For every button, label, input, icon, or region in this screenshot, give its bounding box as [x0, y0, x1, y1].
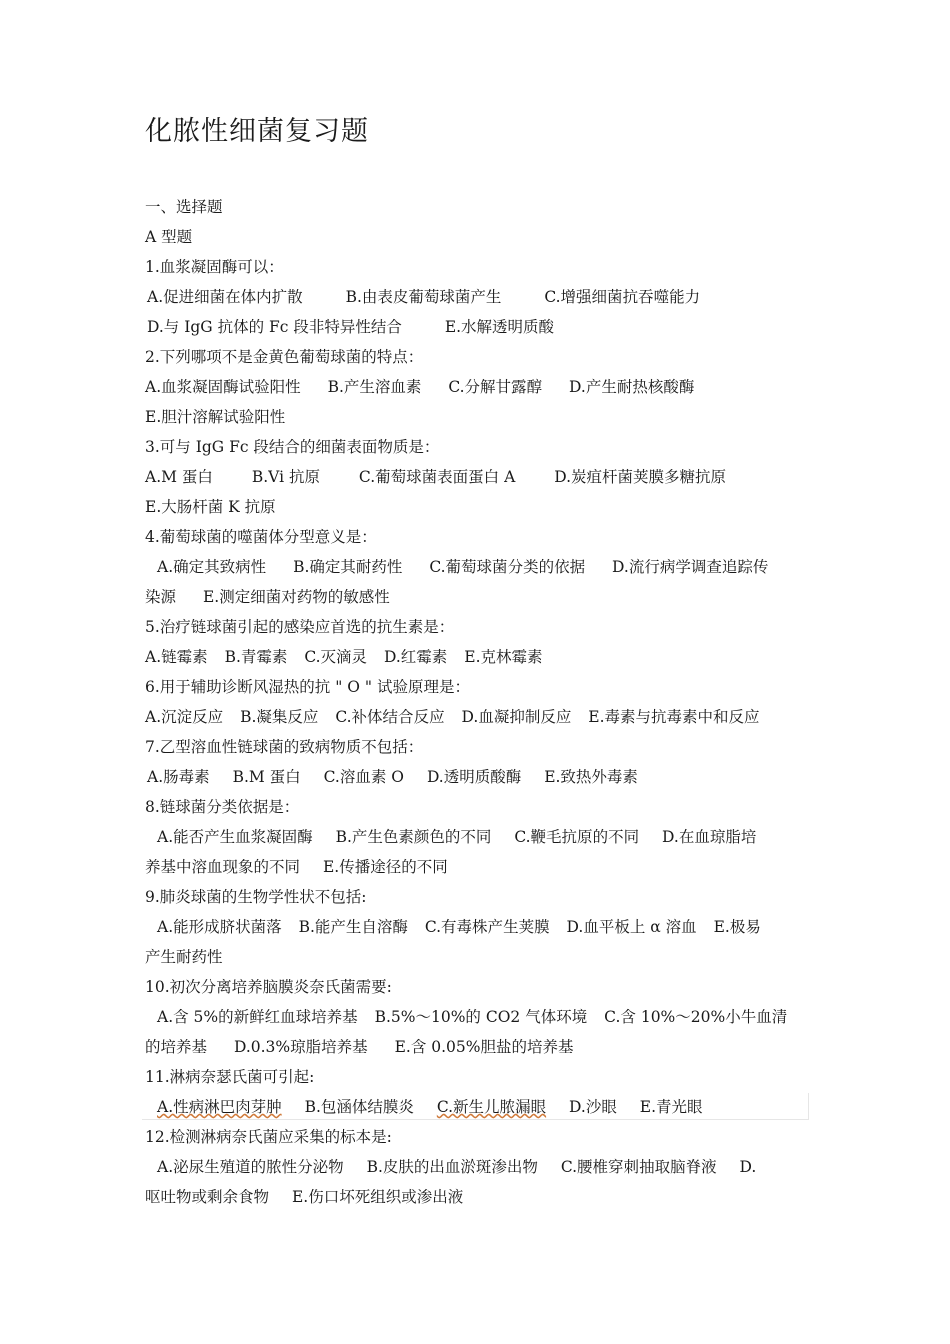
- option: D.血凝抑制反应: [461, 708, 572, 726]
- options-line: [145, 762, 825, 792]
- option: D.血平板上 α 溶血: [566, 918, 697, 936]
- option: A.性病淋巴肉芽肿: [157, 1098, 282, 1116]
- option: A.能否产生血浆凝固酶: [157, 828, 313, 846]
- question-stem: 1.血浆凝固酶可以：: [145, 258, 284, 276]
- option: C.含 10%～20%小牛血清: [604, 1008, 788, 1026]
- question-stem: 11.淋病奈瑟氏菌可引起:: [145, 1068, 315, 1086]
- option: E.传播途径的不同: [322, 858, 448, 876]
- option: C.增强细菌抗吞噬能力: [544, 288, 701, 306]
- option: C.补体结合反应: [335, 708, 445, 726]
- question-stem: 4.葡萄球菌的噬菌体分型意义是：: [145, 528, 377, 546]
- options-line: [145, 372, 825, 402]
- option: A.促进细菌在体内扩散: [147, 288, 303, 306]
- question-stem: 6.用于辅助诊断风湿热的抗 " O " 试验原理是：: [145, 678, 470, 696]
- question-stem: 9.肺炎球菌的生物学性状不包括:: [145, 888, 367, 906]
- question-stem: 2.下列哪项不是金黄色葡萄球菌的特点：: [145, 348, 424, 366]
- option: C.分解甘露醇: [448, 378, 543, 396]
- option: 染源: [145, 588, 177, 606]
- option: B.确定其耐药性: [293, 558, 403, 576]
- option: 呕吐物或剩余食物: [145, 1188, 270, 1206]
- option: A.链霉素: [145, 648, 208, 666]
- option: E.胆汁溶解试验阳性: [145, 408, 286, 426]
- option: C.新生儿脓漏眼: [436, 1098, 547, 1116]
- option: D.透明质酸酶: [426, 768, 522, 786]
- options-line: [145, 582, 825, 612]
- question-stem: 12.检测淋病奈氏菌应采集的标本是:: [145, 1128, 392, 1146]
- option: C.葡萄球菌分类的依据: [429, 558, 586, 576]
- options-line: [145, 312, 825, 342]
- option: A.M 蛋白: [145, 468, 213, 486]
- option: D.0.3%琼脂培养基: [233, 1038, 368, 1056]
- question-stem: 3.可与 IgG Fc 段结合的细菌表面物质是：: [145, 438, 440, 456]
- option: E.水解透明质酸: [444, 318, 555, 336]
- option: C.灭滴灵: [304, 648, 368, 666]
- option: E.克林霉素: [464, 648, 543, 666]
- options-line: [145, 912, 825, 942]
- option: B.能产生自溶酶: [298, 918, 408, 936]
- option: B.5%～10%的 CO2 气体环境: [374, 1008, 588, 1026]
- option: B.凝集反应: [240, 708, 319, 726]
- option: D.在血琼脂培: [662, 828, 757, 846]
- question-stem: 5.治疗链球菌引起的感染应首选的抗生素是：: [145, 618, 455, 636]
- question-type-label: A 型题: [145, 228, 193, 246]
- option: 养基中溶血现象的不同: [145, 858, 301, 876]
- option: A.血浆凝固酶试验阳性: [145, 378, 301, 396]
- option: B.包涵体结膜炎: [304, 1098, 414, 1116]
- options-line: [145, 822, 825, 852]
- option: D.与 IgG 抗体的 Fc 段非特异性结合: [147, 318, 402, 336]
- section-heading: 一、选择题: [145, 198, 223, 216]
- option: E.致热外毒素: [544, 768, 638, 786]
- option: C.腰椎穿刺抽取脑脊液: [560, 1158, 717, 1176]
- options-line: [145, 852, 825, 882]
- option: D.: [739, 1158, 757, 1176]
- option: A.能形成脐状菌落: [157, 918, 282, 936]
- options-line: [145, 552, 825, 582]
- option: B.青霉素: [224, 648, 288, 666]
- document-page: [145, 112, 825, 1206]
- options-line: [145, 282, 825, 312]
- question-stem: 8.链球菌分类依据是：: [145, 798, 300, 816]
- options-line: [145, 1182, 825, 1212]
- option: E.大肠杆菌 K 抗原: [145, 498, 276, 516]
- options-line: [145, 702, 825, 732]
- options-line: [145, 642, 825, 672]
- option: A.泌尿生殖道的脓性分泌物: [157, 1158, 344, 1176]
- option: E.测定细菌对药物的敏感性: [202, 588, 390, 606]
- option: B.皮肤的出血淤斑渗出物: [366, 1158, 538, 1176]
- option: A.确定其致病性: [157, 558, 267, 576]
- option: C.鞭毛抗原的不同: [514, 828, 640, 846]
- options-line: [145, 492, 825, 522]
- options-line: [145, 942, 825, 972]
- document-title: 化脓性细菌复习题: [145, 116, 369, 147]
- options-line: [145, 402, 825, 432]
- option: B.Vi 抗原: [251, 468, 320, 486]
- option: D.红霉素: [384, 648, 448, 666]
- option: B.产生色素颜色的不同: [335, 828, 492, 846]
- option: A.肠毒素: [147, 768, 210, 786]
- option: E.毒素与抗毒素中和反应: [588, 708, 760, 726]
- question-stem: 7.乙型溶血性链球菌的致病物质不包括：: [145, 738, 424, 756]
- option: C.葡萄球菌表面蛋白 A: [358, 468, 516, 486]
- option: E.极易: [713, 918, 761, 936]
- option: C.溶血素 O: [323, 768, 404, 786]
- option: D.炭疽杆菌荚膜多糖抗原: [554, 468, 727, 486]
- options-line: [145, 462, 825, 492]
- option: E.含 0.05%胆盐的培养基: [394, 1038, 574, 1056]
- option: C.有毒株产生荚膜: [424, 918, 550, 936]
- option: D.流行病学调查追踪传: [612, 558, 769, 576]
- options-line: [145, 1032, 825, 1062]
- options-line: [145, 1092, 825, 1122]
- document-body: [145, 192, 825, 1212]
- option: B.M 蛋白: [232, 768, 301, 786]
- option: A.含 5%的新鲜红血球培养基: [157, 1008, 358, 1026]
- options-line: [145, 1152, 825, 1182]
- options-line: [145, 1002, 825, 1032]
- option: B.由表皮葡萄球菌产生: [345, 288, 502, 306]
- option: E.伤口坏死组织或渗出液: [291, 1188, 464, 1206]
- option: A.沉淀反应: [145, 708, 224, 726]
- option: 的培养基: [145, 1038, 208, 1056]
- option: B.产生溶血素: [327, 378, 422, 396]
- option: D.产生耐热核酸酶: [569, 378, 695, 396]
- option: E.青光眼: [639, 1098, 703, 1116]
- option: 产生耐药性: [145, 948, 223, 966]
- question-stem: 10.初次分离培养脑膜炎奈氏菌需要:: [145, 978, 392, 996]
- option: D.沙眼: [569, 1098, 617, 1116]
